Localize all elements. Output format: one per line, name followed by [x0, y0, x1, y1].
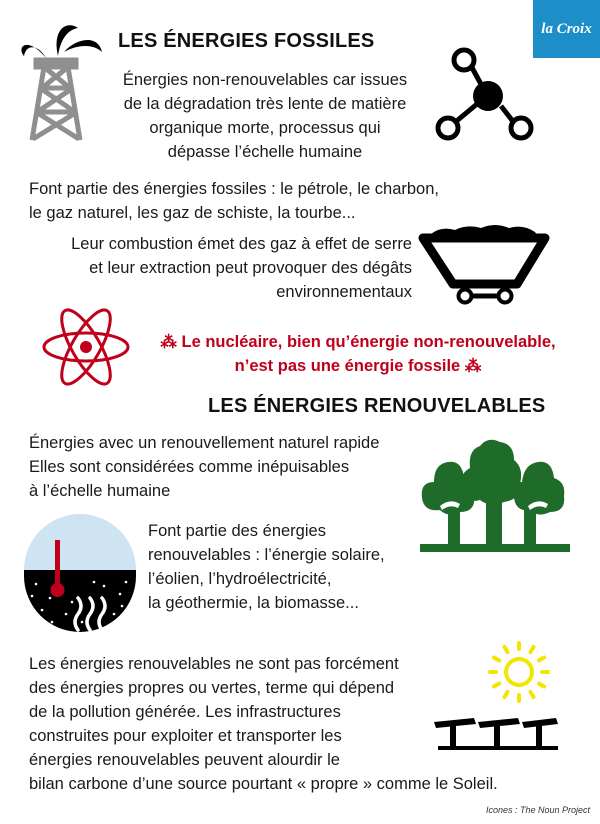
la-croix-logo — [533, 0, 600, 58]
renewable-title: LES ÉNERGIES RENOUVELABLES — [208, 395, 546, 417]
renewable-examples-line: la géothermie, la biomasse... — [148, 594, 359, 612]
nuclear-note-line: ⁂ Le nucléaire, bien qu’énergie non-renouvelable, — [160, 333, 556, 351]
renewable-note-line: des énergies propres ou vertes, terme qui dépend — [29, 679, 395, 697]
fossil-intro-line: dépasse l’échelle humaine — [167, 143, 363, 161]
fossil-examples — [29, 177, 499, 225]
renewable-intro-line: Elles sont considérées comme inépuisables — [29, 458, 350, 476]
renewable-intro-line: à l’échelle humaine — [29, 482, 171, 500]
renewable-examples-line: renouvelables : l’énergie solaire, — [148, 546, 385, 564]
renewable-examples — [148, 519, 448, 615]
renewable-note-line: de la pollution générée. Les infrastructures — [29, 703, 341, 721]
nuclear-note-line: n’est pas une énergie fossile ⁂ — [234, 357, 482, 375]
atom-icon — [40, 306, 132, 388]
renewable-intro-line: Énergies avec un renouvellement naturel rapide — [29, 434, 380, 452]
fossil-title: LES ÉNERGIES FOSSILES — [118, 30, 375, 52]
renewable-note — [29, 652, 585, 796]
renewable-note-line: bilan carbone d’une source pourtant « propre » comme le Soleil. — [29, 775, 498, 793]
renewable-note-line: construites pour exploiter et transporter les — [29, 727, 342, 745]
fossil-examples-line: le gaz naturel, les gaz de schiste, la tourbe... — [29, 204, 356, 222]
renewable-intro — [29, 431, 449, 503]
renewable-examples-line: Font partie des énergies — [148, 522, 326, 540]
renewable-note-line: Les énergies renouvelables ne sont pas forcément — [29, 655, 399, 673]
molecule-icon — [437, 48, 533, 142]
fossil-intro-line: organique morte, processus qui — [149, 119, 381, 137]
fossil-examples-line: Font partie des énergies fossiles : le pétrole, le charbon, — [29, 180, 439, 198]
icon-credit: Icones : The Noun Project — [485, 805, 590, 815]
fossil-intro-line: Énergies non-renouvelables car issues — [122, 71, 408, 89]
geothermal-icon — [22, 518, 138, 636]
renewable-note-line: énergies renouvelables peuvent alourdir le — [29, 751, 340, 769]
fossil-intro-line: de la dégradation très lente de matière — [123, 95, 407, 113]
fossil-combustion-line: environnementaux — [276, 283, 412, 301]
renewable-examples-line: l’éolien, l’hydroélectricité, — [148, 570, 332, 588]
fossil-combustion — [20, 232, 412, 304]
nuclear-note — [134, 330, 582, 378]
fossil-combustion-line: et leur extraction peut provoquer des dégâts — [89, 259, 412, 277]
logo-text: la Croix — [541, 20, 592, 37]
coal-cart-icon — [417, 220, 553, 310]
fossil-combustion-line: Leur combustion émet des gaz à effet de serre — [71, 235, 412, 253]
fossil-intro — [96, 68, 434, 164]
